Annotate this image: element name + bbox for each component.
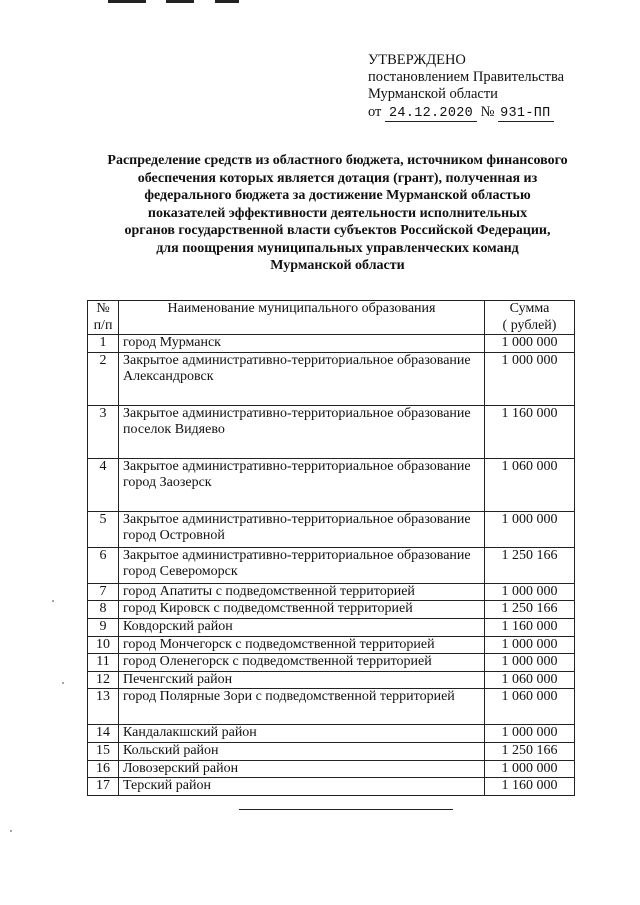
grant-amount: 1 060 000 xyxy=(485,689,575,725)
title-line: показателей эффективности деятельности исполнительных xyxy=(147,205,528,221)
scan-artifact-bar xyxy=(108,0,146,3)
row-number: 2 xyxy=(88,352,119,405)
table-row xyxy=(88,618,575,636)
title-line: обеспечения которых является дотация (грант), полученная из xyxy=(137,170,538,186)
municipality-name: город Полярные Зори с подведомственной территорией xyxy=(119,689,485,725)
grant-amount: 1 000 000 xyxy=(485,654,575,672)
grant-amount: 1 000 000 xyxy=(485,511,575,547)
table-row xyxy=(88,335,575,353)
municipality-name: город Мурманск xyxy=(119,335,485,353)
municipality-name: Закрытое административно-территориальное образование город Североморск xyxy=(119,547,485,583)
table-header-row xyxy=(88,301,575,335)
title-line: органов государственной власти субъектов Российской Федерации, xyxy=(124,223,551,238)
table-row xyxy=(88,778,575,796)
row-number: 8 xyxy=(88,601,119,619)
municipality-name: город Оленегорск с подведомственной территорией xyxy=(119,654,485,672)
municipality-name: Ловозерский район xyxy=(119,760,485,778)
number-prefix: № xyxy=(480,104,495,120)
header-sum-unit: ( рублей) xyxy=(502,317,557,333)
municipality-name: Кандалакшский район xyxy=(119,725,485,743)
header-number-label: п/п xyxy=(93,317,113,333)
municipality-name: Закрытое административно-территориальное образование Александровск xyxy=(119,352,485,405)
title-line: для поощрения муниципальных управленческих команд xyxy=(156,240,519,256)
grant-amount: 1 000 000 xyxy=(485,725,575,743)
title-line: федерального бюджета за достижение Мурманской областью xyxy=(144,188,531,203)
grant-amount: 1 000 000 xyxy=(485,352,575,405)
row-number: 5 xyxy=(88,511,119,547)
grant-amount: 1 250 166 xyxy=(485,742,575,760)
row-number: 14 xyxy=(88,725,119,743)
grant-amount: 1 060 000 xyxy=(485,671,575,689)
header-sum-label: Сумма xyxy=(509,301,550,316)
approval-number: 931-ПП xyxy=(498,107,554,122)
municipality-name: город Апатиты с подведомственной территорией xyxy=(119,583,485,601)
municipality-name: Кольский район xyxy=(119,742,485,760)
table-row xyxy=(88,458,575,511)
municipality-name: Терский район xyxy=(119,778,485,796)
table-row xyxy=(88,601,575,619)
table-row xyxy=(88,654,575,672)
table-row xyxy=(88,405,575,458)
municipality-name: Ковдорский район xyxy=(119,618,485,636)
table-row xyxy=(88,725,575,743)
municipality-name: Закрытое административно-территориальное образование город Островной xyxy=(119,511,485,547)
table-row xyxy=(88,671,575,689)
approval-date: 24.12.2020 xyxy=(385,107,477,122)
grant-amount: 1 000 000 xyxy=(485,583,575,601)
scan-speck xyxy=(52,600,54,602)
grant-amount: 1 250 166 xyxy=(485,601,575,619)
column-header-number xyxy=(88,301,119,335)
grant-amount: 1 060 000 xyxy=(485,458,575,511)
row-number: 4 xyxy=(88,458,119,511)
grant-amount: 1 000 000 xyxy=(485,335,575,353)
header-number-sign: № xyxy=(96,301,110,316)
table-row xyxy=(88,636,575,654)
grant-amount: 1 000 000 xyxy=(485,636,575,654)
table-row xyxy=(88,760,575,778)
grant-amount: 1 160 000 xyxy=(485,778,575,796)
municipality-name: город Кировск с подведомственной территорией xyxy=(119,601,485,619)
row-number: 3 xyxy=(88,405,119,458)
table-row xyxy=(88,583,575,601)
row-number: 7 xyxy=(88,583,119,601)
title-line: Распределение средств из областного бюджета, источником финансового xyxy=(107,153,568,168)
distribution-table xyxy=(87,300,575,796)
grant-amount: 1 160 000 xyxy=(485,618,575,636)
table-row xyxy=(88,547,575,583)
column-header-name: Наименование муниципального образования xyxy=(119,301,485,335)
municipality-name: Закрытое административно-территориальное образование поселок Видяево xyxy=(119,405,485,458)
row-number: 13 xyxy=(88,689,119,725)
scan-speck xyxy=(62,682,64,684)
table-row xyxy=(88,742,575,760)
scan-speck xyxy=(10,830,12,832)
approval-stamp xyxy=(368,52,608,122)
municipality-name: Печенгский район xyxy=(119,671,485,689)
row-number: 9 xyxy=(88,618,119,636)
title-line: Мурманской области xyxy=(270,258,405,273)
grant-amount: 1 160 000 xyxy=(485,405,575,458)
closing-rule xyxy=(239,809,453,810)
row-number: 1 xyxy=(88,335,119,353)
approval-date-row xyxy=(368,104,608,122)
row-number: 10 xyxy=(88,636,119,654)
row-number: 15 xyxy=(88,742,119,760)
table-row xyxy=(88,511,575,547)
date-prefix: от xyxy=(368,104,382,120)
row-number: 12 xyxy=(88,671,119,689)
row-number: 6 xyxy=(88,547,119,583)
municipality-name: город Мончегорск с подведомственной территорией xyxy=(119,636,485,654)
table-row xyxy=(88,689,575,725)
approval-region: Мурманской области xyxy=(368,86,498,102)
scan-artifact-bar xyxy=(166,0,194,3)
scan-artifact-bar xyxy=(215,0,239,3)
municipality-name: Закрытое административно-территориальное образование город Заозерск xyxy=(119,458,485,511)
row-number: 11 xyxy=(88,654,119,672)
document-title xyxy=(80,152,595,275)
row-number: 16 xyxy=(88,760,119,778)
grant-amount: 1 000 000 xyxy=(485,760,575,778)
approval-heading: УТВЕРЖДЕНО xyxy=(368,52,466,68)
approval-authority: постановлением Правительства xyxy=(368,69,565,85)
column-header-sum xyxy=(485,301,575,335)
grant-amount: 1 250 166 xyxy=(485,547,575,583)
table-row xyxy=(88,352,575,405)
row-number: 17 xyxy=(88,778,119,796)
